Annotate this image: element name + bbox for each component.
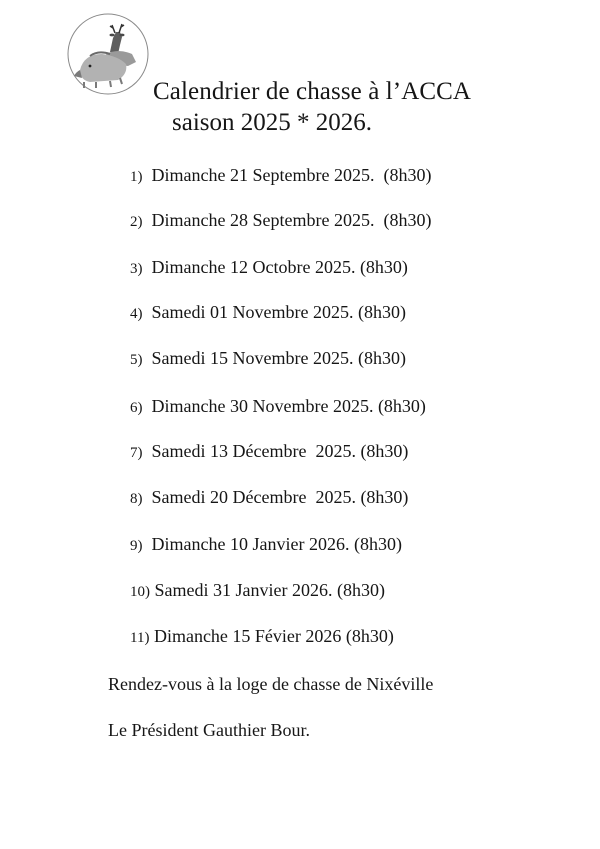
schedule-item-text: Samedi 20 Décembre 2025. (8h30)	[151, 487, 409, 507]
schedule-item-text: Dimanche 30 Novembre 2025. (8h30)	[151, 396, 426, 416]
season-subtitle: saison 2025 * 2026.	[172, 109, 372, 136]
schedule-item-number: 5)	[130, 352, 143, 368]
schedule-item	[130, 164, 431, 188]
schedule-item-text: Samedi 15 Novembre 2025. (8h30)	[151, 348, 406, 368]
meeting-place: Rendez-vous à la loge de chasse de Nixéville	[108, 674, 434, 694]
schedule-item-number: 3)	[130, 261, 143, 277]
schedule-item	[130, 533, 402, 557]
schedule-item-number: 2)	[130, 214, 143, 230]
schedule-item-number: 6)	[130, 400, 143, 416]
schedule-item-number: 7)	[130, 445, 143, 461]
schedule-item-text: Dimanche 15 Févier 2026 (8h30)	[153, 626, 394, 646]
schedule-item-text: Dimanche 12 Octobre 2025. (8h30)	[151, 257, 408, 277]
schedule-item-text: Samedi 01 Novembre 2025. (8h30)	[151, 302, 406, 322]
schedule-item	[130, 209, 431, 233]
schedule-item-text: Dimanche 10 Janvier 2026. (8h30)	[151, 534, 402, 554]
schedule-item	[130, 625, 394, 649]
schedule-item-number: 1)	[130, 169, 143, 185]
schedule-item	[130, 256, 408, 280]
schedule-item-text: Dimanche 21 Septembre 2025. (8h30)	[151, 165, 432, 185]
page-title: Calendrier de chasse à l’ACCA	[153, 78, 472, 105]
schedule-item	[130, 395, 426, 419]
schedule-item	[130, 440, 408, 464]
schedule-item-number: 8)	[130, 491, 143, 507]
schedule-item	[130, 347, 406, 371]
schedule-item	[130, 486, 408, 510]
schedule-item-number: 10)	[130, 584, 150, 600]
schedule-item	[130, 301, 406, 325]
schedule-item-number: 11)	[130, 630, 150, 646]
schedule-item-text: Dimanche 28 Septembre 2025. (8h30)	[151, 210, 432, 230]
schedule-item	[130, 579, 385, 603]
schedule-item-number: 4)	[130, 306, 143, 322]
schedule-item-number: 9)	[130, 538, 143, 554]
schedule-item-text: Samedi 31 Janvier 2026. (8h30)	[154, 580, 385, 600]
president-signature: Le Président Gauthier Bour.	[108, 720, 310, 740]
schedule-item-text: Samedi 13 Décembre 2025. (8h30)	[151, 441, 409, 461]
